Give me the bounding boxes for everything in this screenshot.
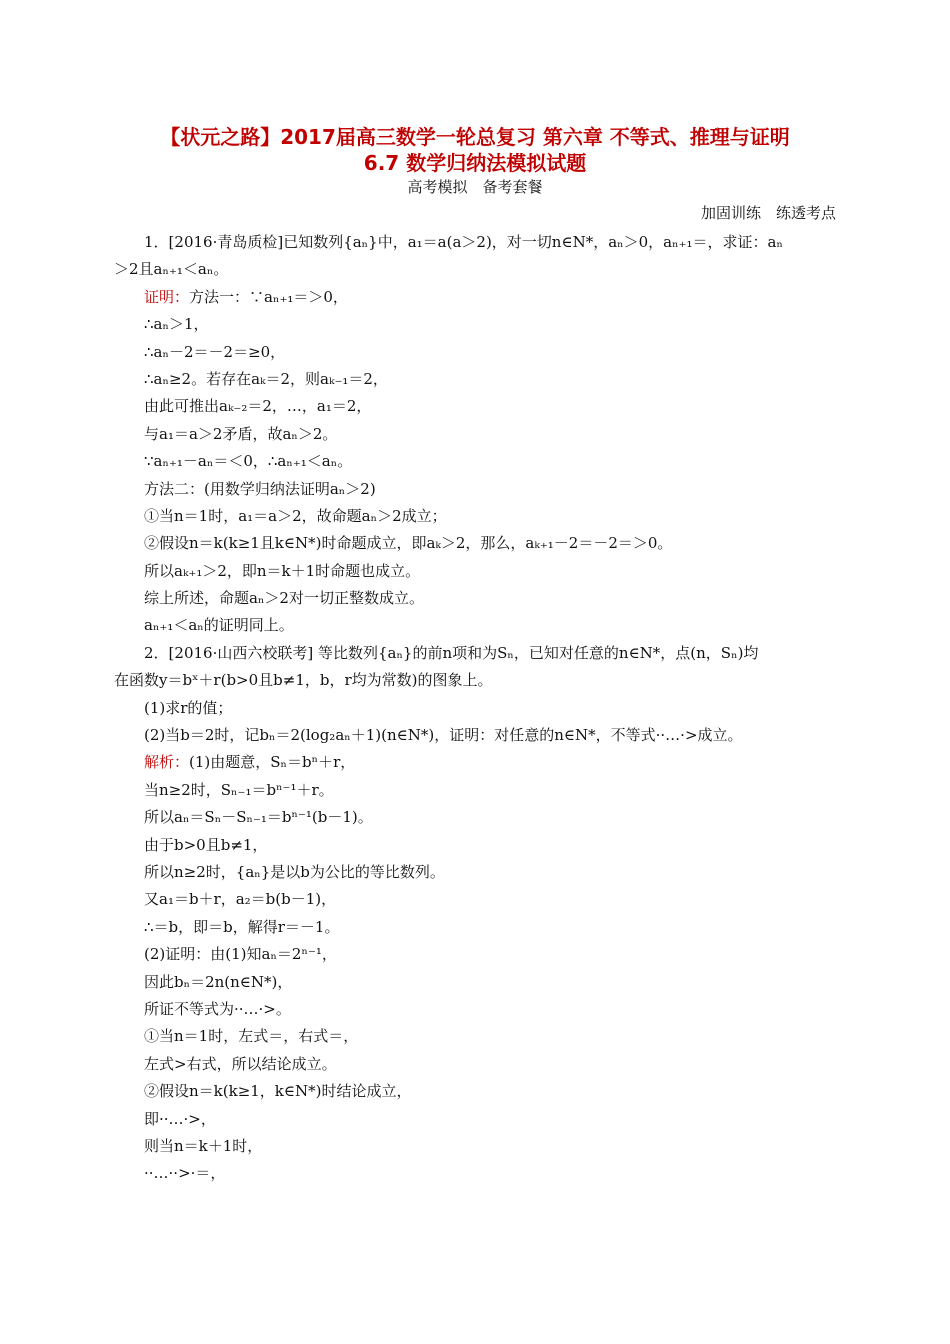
text-line [114, 1106, 838, 1133]
line-text: 与a₁＝a＞2矛盾，故aₙ＞2。 [144, 424, 338, 443]
line-text: ②假设n＝k(k≥1，k∈N*)时结论成立， [144, 1082, 412, 1101]
text-line [114, 476, 838, 503]
document-title-line1: 【状元之路】2017届高三数学一轮总复习 第六章 不等式、推理与证明 [160, 125, 790, 149]
line-text: ①当n＝1时，a₁＝a＞2，故命题aₙ＞2成立； [144, 506, 447, 525]
text-line [114, 229, 838, 256]
line-text: (2)证明：由(1)知aₙ＝2ⁿ⁻¹， [144, 945, 337, 964]
text-line [114, 777, 838, 804]
text-line [114, 722, 838, 749]
text-line [114, 284, 838, 311]
solution-label: 解析： [144, 753, 190, 772]
text-line [114, 695, 838, 722]
text-line [114, 448, 838, 475]
line-text: 因此bₙ＝2n(n∈N*)， [144, 972, 293, 991]
solution-label: 证明： [144, 287, 190, 306]
line-text: (1)求r的值； [144, 698, 233, 717]
line-text: 所以n≥2时，{aₙ}是以b为公比的等比数列。 [144, 862, 445, 881]
text-line [114, 421, 838, 448]
text-line [114, 804, 838, 831]
line-text: ①当n＝1时，左式＝，右式＝， [144, 1027, 359, 1046]
text-line [114, 1133, 838, 1160]
section-tag: 加固训练 练透考点 [700, 204, 836, 222]
line-text: ∴aₙ＞1， [144, 315, 209, 334]
text-line [114, 859, 838, 886]
line-text: 即··…·>， [144, 1109, 216, 1128]
line-text: 方法二：(用数学归纳法证明aₙ＞2) [144, 479, 376, 498]
line-text: ∴aₙ－2＝－2＝≥0， [144, 342, 286, 361]
line-text: ＞2且aₙ₊₁＜aₙ。 [114, 260, 229, 279]
text-line [114, 749, 838, 776]
line-text: 所以aₖ₊₁＞2，即n＝k＋1时命题也成立。 [144, 561, 421, 580]
line-text: ∴＝b，即＝b，解得r＝－1。 [144, 917, 340, 936]
document-body [114, 229, 838, 1188]
document-subtitle: 高考模拟 备考套餐 [407, 178, 543, 196]
text-line [114, 640, 838, 667]
text-line [114, 256, 838, 283]
line-text: 2．[2016·山西六校联考] 等比数列{aₙ}的前n项和为Sₙ，已知对任意的n∈N*，点(n，Sₙ)均 [144, 643, 759, 662]
line-text: 在函数y＝bˣ＋r(b>0且b≠1，b，r均为常数)的图象上。 [114, 671, 493, 690]
line-text: 所证不等式为··…·>。 [144, 999, 291, 1018]
text-line [114, 1078, 838, 1105]
text-line [114, 1160, 838, 1187]
text-line [114, 558, 838, 585]
text-line [114, 886, 838, 913]
line-text: 1．[2016·青岛质检]已知数列{aₙ}中，a₁＝a(a＞2)，对一切n∈N*，aₙ＞0，aₙ₊₁＝，求证：aₙ [144, 233, 783, 251]
text-line [114, 503, 838, 530]
line-text: ··…··>·＝， [144, 1164, 226, 1183]
text-line [114, 530, 838, 557]
text-line [114, 914, 838, 941]
line-text: aₙ₊₁＜aₙ的证明同上。 [144, 616, 294, 635]
line-text: ∴aₙ≥2。若存在aₖ＝2，则aₖ₋₁＝2， [144, 369, 388, 388]
line-text: 则当n＝k＋1时， [144, 1136, 263, 1155]
text-line [114, 311, 838, 338]
line-text: 所以aₙ＝Sₙ－Sₙ₋₁＝bⁿ⁻¹(b－1)。 [144, 808, 373, 827]
text-line [114, 585, 838, 612]
line-text: 左式>右式，所以结论成立。 [144, 1054, 337, 1073]
line-text: 当n≥2时，Sₙ₋₁＝bⁿ⁻¹＋r。 [144, 780, 334, 799]
text-line [114, 393, 838, 420]
text-line [114, 339, 838, 366]
document-title-line2: 6.7 数学归纳法模拟试题 [363, 151, 587, 175]
line-text: 综上所述，命题aₙ＞2对一切正整数成立。 [144, 589, 424, 608]
text-line [114, 969, 838, 996]
line-text: 方法一：∵aₙ₊₁＝＞0， [189, 287, 348, 306]
line-text: (2)当b＝2时，记bₙ＝2(log₂aₙ＋1)(n∈N*)，证明：对任意的n∈N*，不等式··…·>成立。 [144, 726, 743, 745]
line-text: 又a₁＝b＋r，a₂＝b(b－1)， [144, 890, 337, 909]
text-line [114, 832, 838, 859]
text-line [114, 941, 838, 968]
line-text: 由此可推出aₖ₋₂＝2，…，a₁＝2， [144, 397, 372, 416]
text-line [114, 612, 838, 639]
text-line [114, 667, 838, 694]
line-text: ②假设n＝k(k≥1且k∈N*)时命题成立，即aₖ＞2，那么，aₖ₊₁－2＝－2＝＞0。 [144, 534, 673, 553]
text-line [114, 1051, 838, 1078]
text-line [114, 1023, 838, 1050]
line-text: 由于b>0且b≠1， [144, 835, 268, 854]
line-text: (1)由题意，Sₙ＝bⁿ＋r， [189, 753, 356, 772]
line-text: ∵aₙ₊₁－aₙ＝＜0，∴aₙ₊₁＜aₙ。 [144, 452, 353, 471]
text-line [114, 366, 838, 393]
text-line [114, 996, 838, 1023]
